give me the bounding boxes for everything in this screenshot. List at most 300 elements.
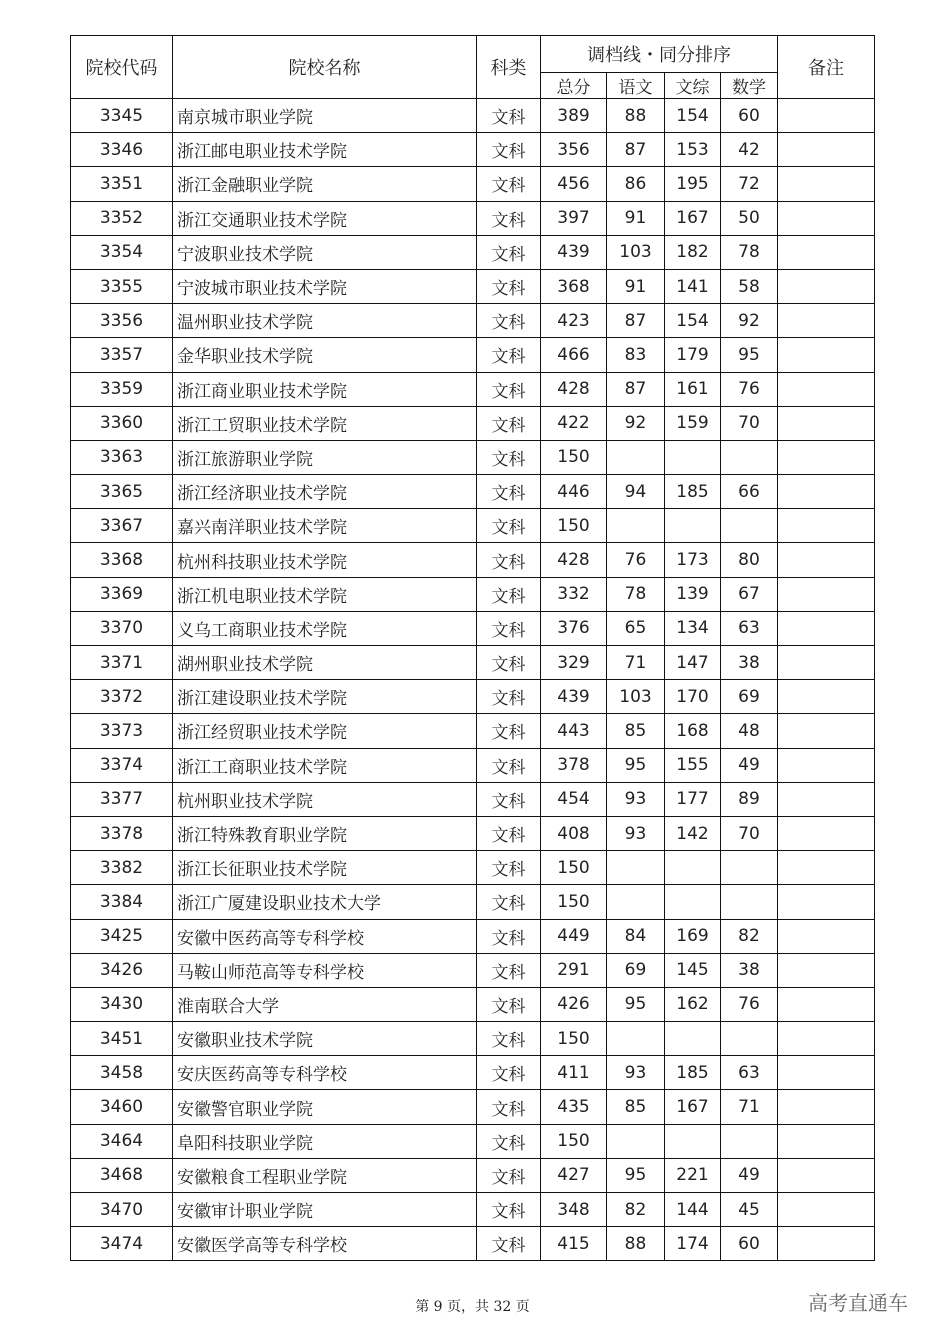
school-code: 3367: [71, 509, 173, 543]
school-code: 3460: [71, 1090, 173, 1124]
math-score: 69: [721, 680, 778, 714]
table-row: [71, 338, 875, 372]
chinese-score: [607, 1022, 665, 1056]
category: 文科: [477, 235, 541, 269]
school-code: 3430: [71, 987, 173, 1021]
liberal-score: 185: [665, 475, 721, 509]
total-score: 454: [541, 782, 607, 816]
school-name: 浙江商业职业技术学院: [173, 372, 477, 406]
category: 文科: [477, 99, 541, 133]
school-name: 安庆医药高等专科学校: [173, 1056, 477, 1090]
school-code: 3426: [71, 953, 173, 987]
school-name: 安徽中医药高等专科学校: [173, 919, 477, 953]
chinese-score: 78: [607, 577, 665, 611]
math-score: [721, 1022, 778, 1056]
note: [778, 577, 875, 611]
chinese-score: 71: [607, 646, 665, 680]
school-name: 浙江长征职业技术学院: [173, 851, 477, 885]
chinese-score: [607, 851, 665, 885]
note: [778, 543, 875, 577]
note: [778, 509, 875, 543]
school-name: 安徽职业技术学院: [173, 1022, 477, 1056]
chinese-score: 93: [607, 782, 665, 816]
chinese-score: 83: [607, 338, 665, 372]
school-name: 温州职业技术学院: [173, 304, 477, 338]
total-score: 423: [541, 304, 607, 338]
total-score: 291: [541, 953, 607, 987]
school-code: 3365: [71, 475, 173, 509]
note: [778, 1227, 875, 1261]
table-row: [71, 646, 875, 680]
admission-score-table: [70, 35, 875, 1261]
note: [778, 99, 875, 133]
category: 文科: [477, 1022, 541, 1056]
school-name: 嘉兴南洋职业技术学院: [173, 509, 477, 543]
chinese-score: 103: [607, 235, 665, 269]
total-score: 378: [541, 748, 607, 782]
school-code: 3464: [71, 1124, 173, 1158]
category: 文科: [477, 1124, 541, 1158]
school-code: 3425: [71, 919, 173, 953]
math-score: 38: [721, 953, 778, 987]
category: 文科: [477, 543, 541, 577]
total-score: 397: [541, 201, 607, 235]
category: 文科: [477, 680, 541, 714]
school-code: 3377: [71, 782, 173, 816]
liberal-score: [665, 1022, 721, 1056]
table-row: [71, 509, 875, 543]
note: [778, 1158, 875, 1192]
table-row: [71, 1193, 875, 1227]
note: [778, 680, 875, 714]
table-row: [71, 304, 875, 338]
category: 文科: [477, 338, 541, 372]
note: [778, 919, 875, 953]
chinese-score: 76: [607, 543, 665, 577]
school-name: 浙江交通职业技术学院: [173, 201, 477, 235]
school-code: 3354: [71, 235, 173, 269]
note: [778, 1056, 875, 1090]
liberal-score: 173: [665, 543, 721, 577]
total-score: 443: [541, 714, 607, 748]
school-name: 义乌工商职业技术学院: [173, 611, 477, 645]
school-name: 安徽审计职业学院: [173, 1193, 477, 1227]
total-score: 356: [541, 133, 607, 167]
category: 文科: [477, 133, 541, 167]
chinese-score: 95: [607, 748, 665, 782]
category: 文科: [477, 201, 541, 235]
chinese-score: 103: [607, 680, 665, 714]
table-row: [71, 133, 875, 167]
liberal-score: 185: [665, 1056, 721, 1090]
category: 文科: [477, 1193, 541, 1227]
school-code: 3458: [71, 1056, 173, 1090]
liberal-score: 159: [665, 406, 721, 440]
school-name: 安徽医学高等专科学校: [173, 1227, 477, 1261]
liberal-score: 168: [665, 714, 721, 748]
math-score: [721, 509, 778, 543]
liberal-score: 139: [665, 577, 721, 611]
table-row: [71, 577, 875, 611]
math-score: 82: [721, 919, 778, 953]
table-row: [71, 885, 875, 919]
school-code: 3360: [71, 406, 173, 440]
header-total: 总分: [541, 73, 607, 99]
school-name: 浙江机电职业技术学院: [173, 577, 477, 611]
table-row: [71, 987, 875, 1021]
brand-watermark: 高考直通车: [808, 1291, 908, 1315]
table-row: [71, 816, 875, 850]
header-group: 调档线・同分排序: [541, 36, 778, 73]
table-row: [71, 440, 875, 474]
chinese-score: 88: [607, 99, 665, 133]
total-score: 150: [541, 1022, 607, 1056]
math-score: 58: [721, 269, 778, 303]
school-code: 3370: [71, 611, 173, 645]
table-row: [71, 1158, 875, 1192]
note: [778, 714, 875, 748]
total-score: 426: [541, 987, 607, 1021]
liberal-score: 142: [665, 816, 721, 850]
table-row: [71, 782, 875, 816]
note: [778, 1090, 875, 1124]
category: 文科: [477, 372, 541, 406]
category: 文科: [477, 885, 541, 919]
math-score: 70: [721, 816, 778, 850]
liberal-score: 182: [665, 235, 721, 269]
math-score: 95: [721, 338, 778, 372]
table-row: [71, 611, 875, 645]
total-score: 150: [541, 509, 607, 543]
liberal-score: 170: [665, 680, 721, 714]
school-name: 马鞍山师范高等专科学校: [173, 953, 477, 987]
note: [778, 851, 875, 885]
note: [778, 440, 875, 474]
category: 文科: [477, 1090, 541, 1124]
liberal-score: [665, 1124, 721, 1158]
school-code: 3384: [71, 885, 173, 919]
category: 文科: [477, 851, 541, 885]
note: [778, 816, 875, 850]
liberal-score: 155: [665, 748, 721, 782]
category: 文科: [477, 748, 541, 782]
math-score: [721, 851, 778, 885]
header-name: 院校名称: [173, 36, 477, 99]
category: 文科: [477, 953, 541, 987]
school-name: 浙江建设职业技术学院: [173, 680, 477, 714]
note: [778, 1124, 875, 1158]
school-name: 金华职业技术学院: [173, 338, 477, 372]
category: 文科: [477, 509, 541, 543]
math-score: 66: [721, 475, 778, 509]
math-score: 92: [721, 304, 778, 338]
category: 文科: [477, 782, 541, 816]
school-name: 安徽警官职业学院: [173, 1090, 477, 1124]
chinese-score: 87: [607, 133, 665, 167]
total-score: 332: [541, 577, 607, 611]
math-score: 60: [721, 99, 778, 133]
math-score: 49: [721, 748, 778, 782]
liberal-score: 144: [665, 1193, 721, 1227]
math-score: [721, 1124, 778, 1158]
table-row: [71, 269, 875, 303]
math-score: 38: [721, 646, 778, 680]
header-chinese: 语文: [607, 73, 665, 99]
school-code: 3351: [71, 167, 173, 201]
chinese-score: [607, 509, 665, 543]
table-row: [71, 1056, 875, 1090]
total-score: 150: [541, 885, 607, 919]
total-score: 150: [541, 440, 607, 474]
chinese-score: 85: [607, 1090, 665, 1124]
chinese-score: 95: [607, 1158, 665, 1192]
school-code: 3345: [71, 99, 173, 133]
category: 文科: [477, 406, 541, 440]
school-code: 3356: [71, 304, 173, 338]
math-score: 76: [721, 372, 778, 406]
total-score: 408: [541, 816, 607, 850]
category: 文科: [477, 440, 541, 474]
liberal-score: 145: [665, 953, 721, 987]
category: 文科: [477, 1158, 541, 1192]
total-score: 428: [541, 543, 607, 577]
school-name: 淮南联合大学: [173, 987, 477, 1021]
category: 文科: [477, 577, 541, 611]
note: [778, 406, 875, 440]
note: [778, 987, 875, 1021]
category: 文科: [477, 1056, 541, 1090]
school-code: 3373: [71, 714, 173, 748]
school-code: 3357: [71, 338, 173, 372]
header-category: 科类: [477, 36, 541, 99]
liberal-score: 174: [665, 1227, 721, 1261]
table-row: [71, 851, 875, 885]
school-name: 湖州职业技术学院: [173, 646, 477, 680]
chinese-score: 69: [607, 953, 665, 987]
category: 文科: [477, 987, 541, 1021]
liberal-score: 177: [665, 782, 721, 816]
total-score: 411: [541, 1056, 607, 1090]
liberal-score: [665, 440, 721, 474]
school-code: 3355: [71, 269, 173, 303]
chinese-score: 91: [607, 201, 665, 235]
liberal-score: 141: [665, 269, 721, 303]
math-score: 63: [721, 611, 778, 645]
table-row: [71, 167, 875, 201]
liberal-score: 147: [665, 646, 721, 680]
math-score: 80: [721, 543, 778, 577]
school-code: 3451: [71, 1022, 173, 1056]
note: [778, 748, 875, 782]
total-score: 376: [541, 611, 607, 645]
school-code: 3470: [71, 1193, 173, 1227]
note: [778, 235, 875, 269]
liberal-score: [665, 885, 721, 919]
note: [778, 372, 875, 406]
math-score: 49: [721, 1158, 778, 1192]
chinese-score: 94: [607, 475, 665, 509]
table-row: [71, 372, 875, 406]
school-code: 3352: [71, 201, 173, 235]
school-name: 宁波城市职业技术学院: [173, 269, 477, 303]
liberal-score: 179: [665, 338, 721, 372]
school-code: 3378: [71, 816, 173, 850]
category: 文科: [477, 919, 541, 953]
school-name: 南京城市职业学院: [173, 99, 477, 133]
chinese-score: [607, 1124, 665, 1158]
category: 文科: [477, 269, 541, 303]
chinese-score: 92: [607, 406, 665, 440]
total-score: 449: [541, 919, 607, 953]
category: 文科: [477, 646, 541, 680]
total-score: 466: [541, 338, 607, 372]
total-score: 389: [541, 99, 607, 133]
school-code: 3372: [71, 680, 173, 714]
header-liberal: 文综: [665, 73, 721, 99]
school-name: 浙江工商职业技术学院: [173, 748, 477, 782]
school-name: 浙江经贸职业技术学院: [173, 714, 477, 748]
liberal-score: 154: [665, 99, 721, 133]
note: [778, 167, 875, 201]
note: [778, 646, 875, 680]
liberal-score: 154: [665, 304, 721, 338]
note: [778, 304, 875, 338]
table-row: [71, 1022, 875, 1056]
chinese-score: 84: [607, 919, 665, 953]
total-score: 368: [541, 269, 607, 303]
school-name: 安徽粮食工程职业学院: [173, 1158, 477, 1192]
total-score: 446: [541, 475, 607, 509]
note: [778, 269, 875, 303]
math-score: 48: [721, 714, 778, 748]
table-row: [71, 99, 875, 133]
table-row: [71, 1227, 875, 1261]
header-note: 备注: [778, 36, 875, 99]
math-score: 71: [721, 1090, 778, 1124]
school-code: 3382: [71, 851, 173, 885]
page-number: 第 9 页，共 32 页: [415, 1299, 530, 1315]
table-row: [71, 406, 875, 440]
school-name: 浙江特殊教育职业学院: [173, 816, 477, 850]
school-name: 宁波职业技术学院: [173, 235, 477, 269]
school-name: 杭州科技职业技术学院: [173, 543, 477, 577]
math-score: 70: [721, 406, 778, 440]
header-code: 院校代码: [71, 36, 173, 99]
total-score: 329: [541, 646, 607, 680]
category: 文科: [477, 714, 541, 748]
chinese-score: 87: [607, 304, 665, 338]
math-score: [721, 885, 778, 919]
table-row: [71, 235, 875, 269]
table-row: [71, 953, 875, 987]
liberal-score: 161: [665, 372, 721, 406]
school-name: 浙江邮电职业技术学院: [173, 133, 477, 167]
school-name: 浙江工贸职业技术学院: [173, 406, 477, 440]
total-score: 422: [541, 406, 607, 440]
math-score: 67: [721, 577, 778, 611]
table-row: [71, 543, 875, 577]
category: 文科: [477, 1227, 541, 1261]
table-row: [71, 475, 875, 509]
math-score: [721, 440, 778, 474]
note: [778, 475, 875, 509]
chinese-score: 87: [607, 372, 665, 406]
table-row: [71, 714, 875, 748]
liberal-score: [665, 509, 721, 543]
school-code: 3359: [71, 372, 173, 406]
liberal-score: 167: [665, 201, 721, 235]
math-score: 78: [721, 235, 778, 269]
school-name: 浙江经济职业技术学院: [173, 475, 477, 509]
note: [778, 201, 875, 235]
chinese-score: 65: [607, 611, 665, 645]
total-score: 439: [541, 680, 607, 714]
school-code: 3468: [71, 1158, 173, 1192]
school-name: 浙江广厦建设职业技术大学: [173, 885, 477, 919]
liberal-score: 195: [665, 167, 721, 201]
note: [778, 133, 875, 167]
chinese-score: [607, 885, 665, 919]
school-code: 3346: [71, 133, 173, 167]
chinese-score: 88: [607, 1227, 665, 1261]
table-row: [71, 1124, 875, 1158]
school-name: 杭州职业技术学院: [173, 782, 477, 816]
table-row: [71, 680, 875, 714]
table-row: [71, 919, 875, 953]
chinese-score: 93: [607, 816, 665, 850]
math-score: 63: [721, 1056, 778, 1090]
school-name: 浙江金融职业学院: [173, 167, 477, 201]
category: 文科: [477, 611, 541, 645]
chinese-score: 91: [607, 269, 665, 303]
total-score: 439: [541, 235, 607, 269]
total-score: 456: [541, 167, 607, 201]
note: [778, 338, 875, 372]
chinese-score: 85: [607, 714, 665, 748]
note: [778, 885, 875, 919]
math-score: 50: [721, 201, 778, 235]
math-score: 42: [721, 133, 778, 167]
header-math: 数学: [721, 73, 778, 99]
school-code: 3371: [71, 646, 173, 680]
math-score: 89: [721, 782, 778, 816]
liberal-score: 167: [665, 1090, 721, 1124]
category: 文科: [477, 304, 541, 338]
chinese-score: 86: [607, 167, 665, 201]
total-score: 415: [541, 1227, 607, 1261]
table-row: [71, 1090, 875, 1124]
school-code: 3368: [71, 543, 173, 577]
note: [778, 1193, 875, 1227]
chinese-score: [607, 440, 665, 474]
total-score: 427: [541, 1158, 607, 1192]
note: [778, 782, 875, 816]
total-score: 348: [541, 1193, 607, 1227]
school-name: 阜阳科技职业学院: [173, 1124, 477, 1158]
total-score: 435: [541, 1090, 607, 1124]
chinese-score: 95: [607, 987, 665, 1021]
table-body: [71, 99, 875, 1261]
school-code: 3374: [71, 748, 173, 782]
school-name: 浙江旅游职业学院: [173, 440, 477, 474]
liberal-score: 153: [665, 133, 721, 167]
math-score: 72: [721, 167, 778, 201]
chinese-score: 82: [607, 1193, 665, 1227]
math-score: 76: [721, 987, 778, 1021]
math-score: 60: [721, 1227, 778, 1261]
school-code: 3363: [71, 440, 173, 474]
note: [778, 1022, 875, 1056]
